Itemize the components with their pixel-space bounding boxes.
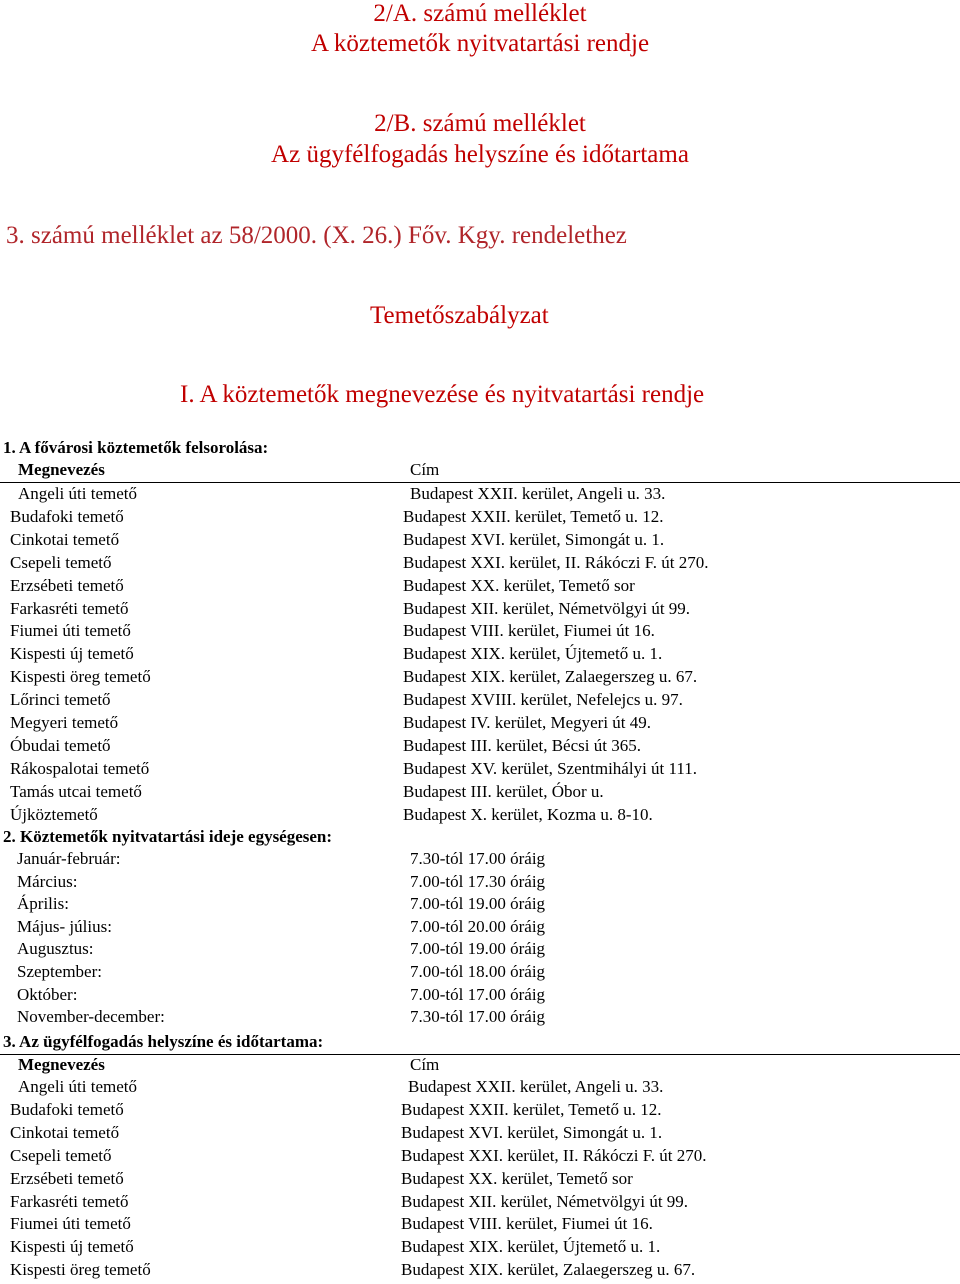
opening-hours: 7.30-tól 17.00 óráig [410,1007,546,1027]
cemetery-row [0,644,960,666]
reception-row [0,1214,960,1236]
reception-row [0,1077,960,1099]
cemetery-name: Csepeli temető [10,1145,112,1165]
cemetery-address: Budapest III. kerület, Óbor u. [403,781,604,801]
cemetery-name: Megyeri temető [10,713,119,732]
period-label: November-december: [17,1007,165,1027]
cemetery-address: Budapest XII. kerület, Németvölgyi út 99. [403,598,691,618]
cemetery-row [0,530,960,552]
annex-2b-subheading: Az ügyfélfogadás helyszíne és időtartama [271,141,689,168]
cemetery-name: Kispesti öreg temető [10,667,151,687]
cemetery-address: Budapest III. kerület, Bécsi út 365. [403,735,641,755]
column-header-name: Megnevezés [18,460,105,479]
reception-row [0,1192,960,1214]
cemetery-name: Farkasréti temető [10,598,129,618]
cemetery-row [0,759,960,781]
cemetery-address: Budapest XXII. kerület, Temető u. 12. [403,506,664,526]
cemetery-name: Farkasréti temető [10,1191,129,1211]
cemetery-address: Budapest XX. kerület, Temető sor [403,575,635,595]
cemetery-address: Budapest XIX. kerület, Zalaegerszeg u. 67. [403,667,698,687]
annex-2a-subheading: A köztemetők nyitvatartási rendje [310,30,650,57]
cemetery-row [0,690,960,712]
section-1-title: 1. A fővárosi köztemetők felsorolása: [3,438,269,457]
section-2-title: 2. Köztemetők nyitvatartási ideje egységesen: [3,827,333,846]
cemetery-name: Cinkotai temető [10,529,120,549]
cemetery-row [0,576,960,598]
cemetery-address: Budapest XVI. kerület, Simongát u. 1. [401,1122,663,1142]
cemetery-address: Budapest XXI. kerület, II. Rákóczi F. út 270. [403,552,709,572]
cemetery-address: Budapest X. kerület, Kozma u. 8-10. [403,804,653,824]
regulation-title: Temetőszabályzat [370,302,549,329]
cemetery-address: Budapest XX. kerület, Temető sor [401,1168,633,1188]
column-header-name: Megnevezés [18,1055,105,1074]
cemetery-name: Kispesti új temető [10,1237,134,1257]
cemetery-name: Erzsébeti temető [10,575,124,595]
cemetery-address: Budapest XIX. kerület, Újtemető u. 1. [401,1237,661,1257]
section-3-table-header [0,1054,960,1077]
cemetery-address: Budapest XVI. kerület, Simongát u. 1. [403,529,665,549]
chapter-title: I. A köztemetők megnevezése és nyitvatartási rendje [180,381,705,408]
cemetery-row [0,667,960,689]
cemetery-name: Kispesti új temető [10,644,134,664]
period-label: Augusztus: [17,939,94,959]
opening-hours: 7.00-tól 19.00 óráig [410,894,546,914]
opening-hours-row [0,1007,960,1029]
cemetery-address: Budapest XXII. kerület, Temető u. 12. [401,1099,662,1119]
section-1-table-header [0,460,960,483]
opening-hours-row [0,985,960,1007]
cemetery-address: Budapest XXII. kerület, Angeli u. 33. [410,484,666,503]
cemetery-address: Budapest XV. kerület, Szentmihályi út 111. [403,758,697,778]
reception-row [0,1100,960,1122]
cemetery-row [0,805,960,827]
cemetery-row [0,736,960,758]
annex-2b-heading: 2/B. számú melléklet [374,110,586,137]
cemetery-row [0,782,960,804]
opening-hours-row [0,962,960,984]
opening-hours: 7.00-tól 18.00 óráig [410,962,546,981]
opening-hours: 7.00-tól 20.00 óráig [410,916,546,936]
cemetery-address: Budapest XVIII. kerület, Nefelejcs u. 97. [403,690,683,710]
cemetery-name: Rákospalotai temető [10,758,150,778]
column-header-address: Cím [410,460,440,479]
opening-hours-row [0,872,960,894]
cemetery-row [0,553,960,575]
opening-hours: 7.00-tól 17.00 óráig [410,984,546,1004]
cemetery-name: Óbudai temető [10,735,111,755]
period-label: Április: [17,894,69,914]
opening-hours-row [0,849,960,871]
cemetery-name: Újköztemető [10,804,98,824]
cemetery-name: Lőrinci temető [10,690,111,710]
cemetery-name: Fiumei úti temető [10,621,131,641]
reception-row [0,1237,960,1259]
cemetery-address: Budapest XXII. kerület, Angeli u. 33. [408,1077,664,1096]
cemetery-name: Cinkotai temető [10,1122,120,1142]
cemetery-name: Budafoki temető [10,506,124,526]
cemetery-address: Budapest XII. kerület, Németvölgyi út 99. [401,1191,689,1211]
cemetery-name: Erzsébeti temető [10,1168,124,1188]
cemetery-name: Budafoki temető [10,1099,124,1119]
annex-2a-heading: 2/A. számú melléklet [373,0,587,27]
annex-3-reference: 3. számú melléklet az 58/2000. (X. 26.) Főv. Kgy. rendelethez [6,222,627,249]
cemetery-address: Budapest XIX. kerület, Zalaegerszeg u. 67. [401,1260,696,1280]
period-label: Szeptember: [17,962,102,981]
opening-hours-row [0,939,960,961]
cemetery-name: Csepeli temető [10,552,112,572]
opening-hours: 7.30-tól 17.00 óráig [410,849,546,868]
opening-hours-row [0,894,960,916]
cemetery-row [0,713,960,735]
cemetery-name: Kispesti öreg temető [10,1260,151,1280]
cemetery-row [0,484,960,506]
reception-row [0,1123,960,1145]
opening-hours: 7.00-tól 19.00 óráig [410,939,546,959]
reception-row [0,1260,960,1282]
opening-hours-row [0,917,960,939]
section-3-title: 3. Az ügyfélfogadás helyszíne és időtartama: [3,1032,324,1051]
cemetery-name: Angeli úti temető [18,1077,137,1096]
period-label: Március: [17,871,78,891]
period-label: Május- július: [17,916,112,936]
cemetery-address: Budapest VIII. kerület, Fiumei út 16. [401,1214,653,1234]
period-label: Október: [17,984,78,1004]
opening-hours: 7.00-tól 17.30 óráig [410,871,546,891]
cemetery-row [0,621,960,643]
reception-row [0,1169,960,1191]
cemetery-address: Budapest XXI. kerület, II. Rákóczi F. út 270. [401,1145,707,1165]
cemetery-row [0,507,960,529]
cemetery-address: Budapest IV. kerület, Megyeri út 49. [403,713,652,732]
reception-row [0,1146,960,1168]
cemetery-address: Budapest XIX. kerület, Újtemető u. 1. [403,644,663,664]
cemetery-address: Budapest VIII. kerület, Fiumei út 16. [403,621,655,641]
cemetery-name: Angeli úti temető [18,484,137,503]
column-header-address: Cím [410,1055,440,1074]
cemetery-name: Fiumei úti temető [10,1214,131,1234]
cemetery-name: Tamás utcai temető [10,781,142,801]
period-label: Január-február: [17,849,121,868]
cemetery-row [0,599,960,621]
